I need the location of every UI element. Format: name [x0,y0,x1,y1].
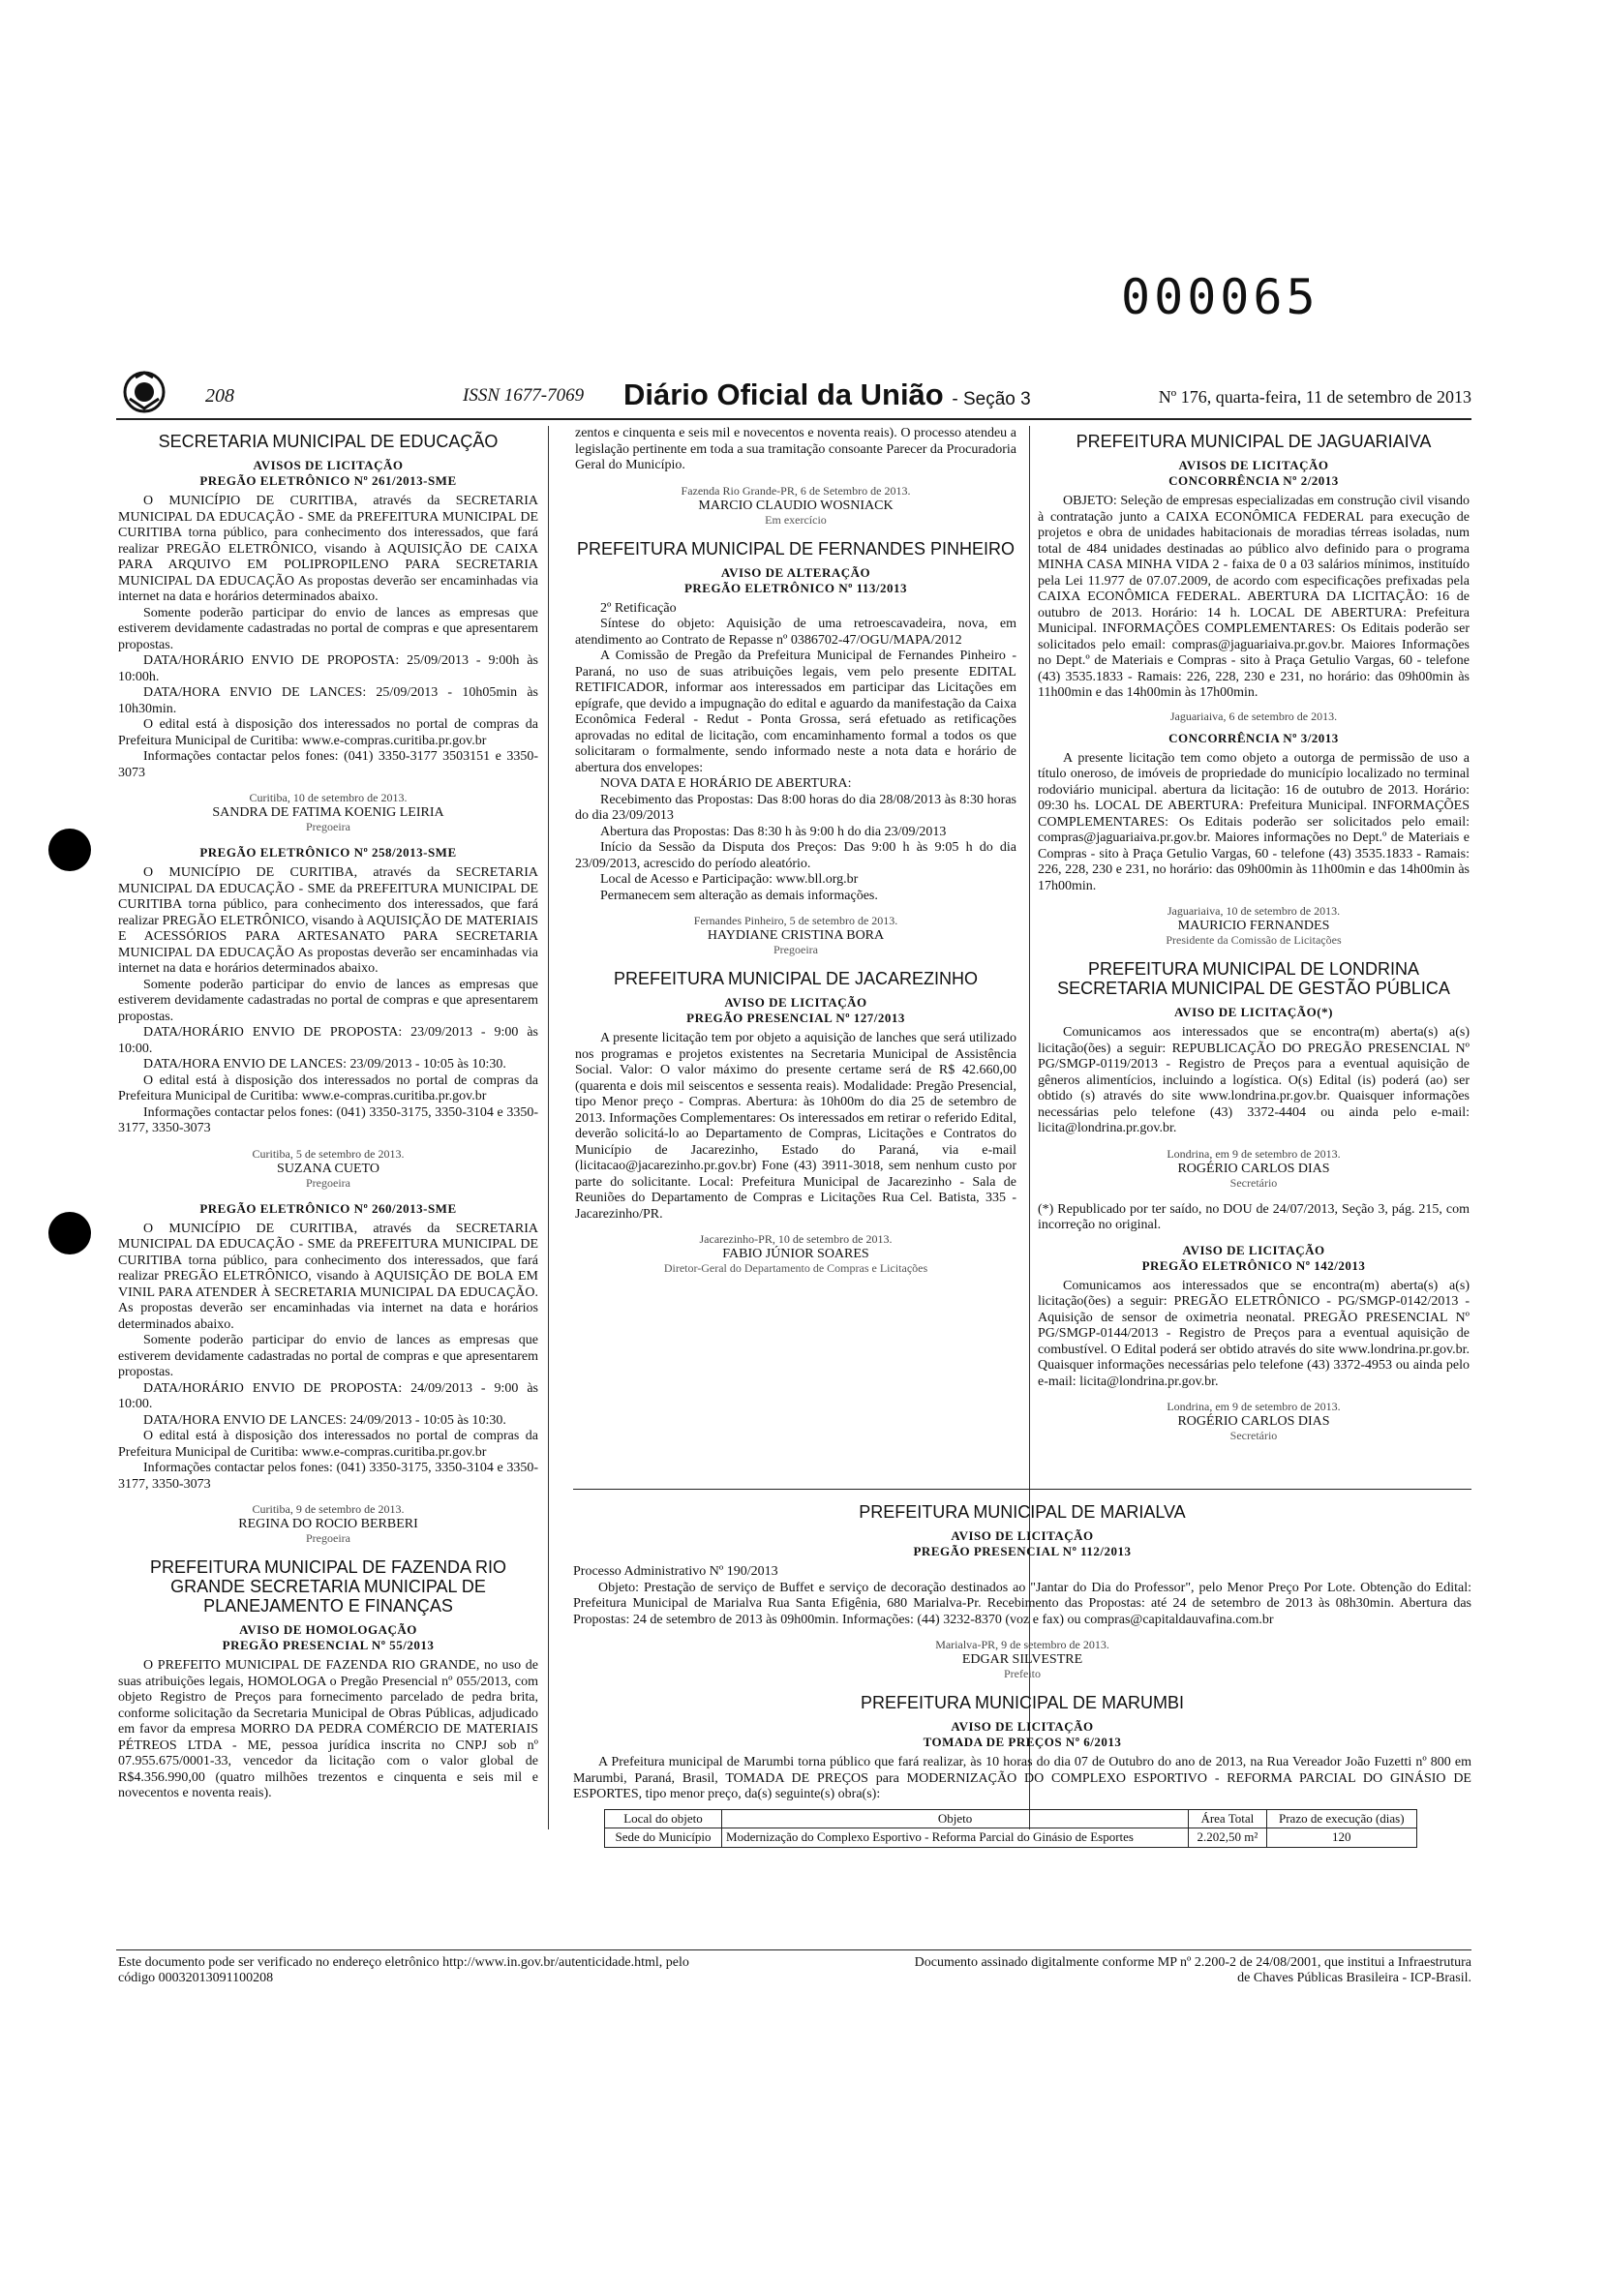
signature-name: REGINA DO ROCIO BERBERI [238,1517,418,1531]
paragraph: O MUNICÍPIO DE CURITIBA, através da SECRETARIA MUNICIPAL DA EDUCAÇÃO - SME da PREFEITURA MUNICIPAL DE CURITIBA torna público, para conhecimento dos interessados, que fará realizar PREGÃO ELETRÔNICO, visando à AQUISIÇÃO DE BOLA EM VINIL PARA ATENDER À SECRETARIA MUNICIPAL DA EDUCAÇÃO. As propostas deverão ser encaminhadas via internet na data e horários determinados abaixo. [118,1221,538,1332]
notice-subheading: PREGÃO PRESENCIAL Nº 55/2013 [222,1638,435,1652]
notice-subheading: TOMADA DE PREÇOS Nº 6/2013 [923,1735,1122,1749]
signature-role: Pregoeira [773,943,818,956]
signature-block [575,1232,1016,1276]
footer-signature-note: Documento assinado digitalmente conforme MP nº 2.200-2 de 24/08/2001, que institui a Infraestrutura de Chaves Públicas Brasileira - ICP-Brasil. [914,1955,1471,1985]
paragraph: DATA/HORÁRIO ENVIO DE PROPOSTA: 23/09/2013 - 9:00 às 10:00. [118,1025,538,1056]
paragraph: OBJETO: Seleção de empresas especializadas em construção civil visando à contratação junto a CAIXA ECONÔMICA FEDERAL para execução de projetos e obra de unidades habitacionais de moradias térreas isoladas, num total de 484 unidades destinadas ao público alvo definido para o programa MINHA CASA MINHA VIDA 2 - faixa de 0 a 03 salários mínimos, instituído pela Lei 11.977 de 07.07.2009, de acordo com especificações prefixadas pela CAIXA ECONÔMICA FEDERAL. ABERTURA DA LICITAÇÃO: 16 de outubro de 2013. Horário: 14 h. LOCAL DE ABERTURA: Prefeitura Municipal. INFORMAÇÕES COMPLEMENTARES: Os Editais poderão ser solicitados pelo email: compras@jaguariaiva.pr.gov.br. Maiores Informações no Dept.º de Materiais e Compras - sito à Praça Getulio Vargas, 60 - telefone (43) 3535.1833 - Ramais: 226, 228, 230 e 231, no horário: das 09h00min às 11h00min e das 14h00min às 17h00min. [1038,494,1470,700]
footer-rule [116,1949,1471,1950]
notice-heading: AVISO DE LICITAÇÃO(*) [1174,1005,1333,1019]
paragraph: Informações contactar pelos fones: (041) 3350-3175, 3350-3104 e 3350-3177, 3350-3073 [118,1461,538,1492]
signature-block [118,1502,538,1546]
paragraph: zentos e cinquenta e seis mil e novecentos e noventa reais). O processo atendeu a legislação pertinente em toda a sua tramitação consoante Parecer da Procuradoria Geral do Município. [575,426,1016,472]
org-title: PREFEITURA MUNICIPAL DE FAZENDA RIO GRANDE SECRETARIA MUNICIPAL DE PLANEJAMENTO E FINANÇAS [149,1557,507,1616]
notice-subheading: PREGÃO ELETRÔNICO Nº 258/2013-SME [199,845,457,860]
paragraph: Comunicamos aos interessados que se encontra(m) aberta(s) a(s) licitação(ões) a seguir: REPUBLICAÇÃO DO PREGÃO PRESENCIAL Nº PG/SMGP-0119/2013 - Registro de Preços para a eventual aquisição de gêneros alimentícios, incluindo a logística. O(s) Edital (is) poderá (ao) ser obtido (s) através do site www.londrina.pr.gov.br. Quaisquer informações necessárias pelo telefone (43) 3372-4404 ou ainda pelo e-mail: licita@londrina.pr.gov.br. [1038,1025,1470,1135]
signature-block [1038,904,1470,948]
signature-role: Secretário [1229,1429,1278,1442]
paragraph: O PREFEITO MUNICIPAL DE FAZENDA RIO GRANDE, no uso de suas atribuições legais, HOMOLOGA o Pregão Presencial nº 055/2013, com objeto Registro de Preços para fornecimento parcelado de pedra brita, conforme solicitação da Secretaria Municipal de Obras Públicas, adjudicado em favor da empresa MORRO DA PEDRA COMÉRCIO DE MATERIAIS PÉTREOS LTDA - ME, pessoa jurídica inscrita no CNPJ sob nº 07.955.675/0001-33, vencedor da licitação com o valor global de R$4.356.990,00 (quatro milhões trezentos e cinquenta e seis mil e novecentos e noventa reais). [118,1658,538,1800]
signature-place: Curitiba, 9 de setembro de 2013. [252,1502,405,1516]
page-number: 208 [205,385,234,407]
journal-name: Diário Oficial da União [623,378,944,411]
table-header: Área Total [1189,1809,1266,1828]
paragraph: Somente poderão participar do envio de lances as empresas que estiverem devidamente cadastradas no portal de compras e que apresentarem propostas. [118,977,538,1024]
notice-subheading: PREGÃO ELETRÔNICO Nº 261/2013-SME [199,473,457,488]
notice-subheading: CONCORRÊNCIA Nº 3/2013 [1168,730,1339,745]
signature-role: Pregoeira [306,1531,350,1545]
journal-section: - Seção 3 [952,389,1031,409]
header-rule [116,418,1471,420]
signature-block [118,791,538,834]
column-divider [548,426,549,1829]
table-header: Local do objeto [605,1809,722,1828]
signature-place: Fernandes Pinheiro, 5 de setembro de 2013. [693,914,898,927]
wide-section [573,1496,1471,1848]
paragraph: O edital está à disposição dos interessados no portal de compras da Prefeitura Municipal de Curitiba: www.e-compras.curitiba.pr.gov.br [118,717,538,748]
paragraph: NOVA DATA E HORÁRIO DE ABERTURA: [600,776,852,791]
notice-heading: AVISO DE LICITAÇÃO [951,1719,1094,1734]
paragraph: DATA/HORA ENVIO DE LANCES: 25/09/2013 - 10h05min às 10h30min. [118,685,538,716]
punch-hole [48,1212,91,1254]
signature-place: Londrina, em 9 de setembro de 2013. [1167,1400,1341,1413]
column-2 [575,426,1016,1287]
paragraph: Permanecem sem alteração as demais informações. [600,888,878,903]
notice-subheading: PREGÃO ELETRÔNICO Nº 260/2013-SME [199,1200,457,1216]
table-cell: Modernização do Complexo Esportivo - Reforma Parcial do Ginásio de Esportes [722,1828,1189,1848]
notice-heading: AVISOS DE LICITAÇÃO [1178,458,1329,472]
org-title: PREFEITURA MUNICIPAL DE LONDRINA SECRETARIA MUNICIPAL DE GESTÃO PÚBLICA [1057,959,1450,998]
paragraph: Processo Administrativo Nº 190/2013 [573,1564,778,1579]
paragraph: Somente poderão participar do envio de lances as empresas que estiverem devidamente cadastradas no portal de compras e que apresentarem propostas. [118,1333,538,1379]
page-header [116,379,1471,414]
notice-subheading: PREGÃO PRESENCIAL Nº 112/2013 [913,1544,1132,1558]
paragraph: Recebimento das Propostas: Das 8:00 horas do dia 28/08/2013 às 8:30 horas do dia 23/09/2013 [575,792,1016,823]
paragraph: A presente licitação tem como objeto a outorga de permissão de uso a título oneroso, de imóveis de propriedade do município localizado no terminal rodoviário municipal. abertura da licitação: 16 de outubro de 2013. Horário: 09:30 hs. LOCAL DE ABERTURA: Prefeitura Municipal. INFORMAÇÕES COMPLEMENTARES: Os Editais poderão ser solicitados pelo email: compras@jaguariaiva.pr.gov.br. Maiores informações no Dept.º de Materiais e Compras - sito à Praça Getulio Vargas, 60 - telefone (43) 3535.1833 - Ramais: 226, 228, 230 e 231, no horário: das 09h00min às 11h00min e das 14h00min às 17h00min. [1038,750,1470,893]
notice-subheading: CONCORRÊNCIA Nº 2/2013 [1168,473,1339,488]
org-title: PREFEITURA MUNICIPAL DE MARUMBI [860,1693,1185,1712]
notice-heading: AVISO DE ALTERAÇÃO [720,564,871,580]
signature-role: Pregoeira [306,820,350,833]
paragraph: A presente licitação tem por objeto a aquisição de lanches que será utilizado nos programas e projetos existentes na Secretaria Municipal de Assistência Social. Valor: O valor máximo do presente certame será de R$ 42.660,00 (quarenta e dois mil seiscentos e sessenta reais). Modalidade: Pregão Presencial, tipo Menor preço - Compras. Abertura: às 10h00m do dia 25 de setembro de 2013. Informações Complementares: Os interessados em retirar o referido Edital, deverão solicitá-lo ao Departamento de Compras, Licitações e Contratos do Município de Jacarezinho, Estado do Paraná, via e-mail (licitacao@jacarezinho.pr.gov.br) Fone (43) 3911-3018, sem nenhum custo por parte do solicitante. Local: Prefeitura Municipal de Jacarezinho - Sala de Reuniões do Departamento de Compras e Licitações Rua Cel. Batista, 335 - Jacarezinho/PR. [575,1031,1016,1222]
issn: ISSN 1677-7069 [463,385,585,406]
table-header-row [605,1809,1417,1828]
paragraph: Abertura das Propostas: Das 8:30 h às 9:00 h do dia 23/09/2013 [600,824,947,839]
signature-place: Jacarezinho-PR, 10 de setembro de 2013. [699,1232,893,1246]
paragraph: Informações contactar pelos fones: (041) 3350-3175, 3350-3104 e 3350-3177, 3350-3073 [118,1104,538,1135]
paragraph: A Prefeitura municipal de Marumbi torna público que fará realizar, às 10 horas do dia 07 de Outubro do ano de 2013, na Rua Vereador João Fuzetti nº 800 em Marumbi, Paraná, Brasil, TOMADA DE PREÇOS para MODERNIZAÇÃO DO COMPLEXO ESPORTIVO - REFORMA PARCIAL DO GINÁSIO DE ESPORTES, tipo menor preço, da(s) seguinte(s) obra(s): [573,1755,1471,1801]
section-rule [573,1489,1471,1490]
signature-role: Pregoeira [306,1175,350,1190]
notice-subheading: PREGÃO ELETRÔNICO Nº 142/2013 [1141,1257,1366,1273]
paragraph: Informações contactar pelos fones: (041) 3350-3177 3503151 e 3350-3073 [118,749,538,780]
document-serial-number: 000065 [1121,269,1319,325]
signature-name: SANDRA DE FATIMA KOENIG LEIRIA [212,805,444,820]
paragraph: A Comissão de Pregão da Prefeitura Municipal de Fernandes Pinheiro - Paraná, no uso de suas atribuições legais, vem pelo presente EDITAL RETIFICADOR, informar aos interessados em participar das Licitações em epígrafe, que devido a impugnação do edital e aguardo da manifestação da Caixa Econômica Federal - Redut - Ponta Grossa, será efetuado as retificações aprovadas no edital de licitação, com encaminhamento formal a todos os que solicitaram o formalmente, sendo informado neste a nota data e horário de abertura dos envelopes: [575,649,1016,775]
notice-subheading: PREGÃO ELETRÔNICO Nº 113/2013 [683,580,908,595]
signature-place: Londrina, em 9 de setembro de 2013. [1167,1146,1341,1161]
paragraph: Somente poderão participar do envio de lances as empresas que estiverem devidamente cadastradas no portal de compras e que apresentarem propostas. [118,605,538,652]
signature-name: ROGÉRIO CARLOS DIAS [1177,1414,1330,1429]
org-title: PREFEITURA MUNICIPAL DE FERNANDES PINHEIRO [576,538,1016,559]
republication-note: (*) Republicado por ter saído, no DOU de 24/07/2013, Seção 3, pág. 215, com incorreção no original. [1038,1201,1470,1232]
signature-name: FABIO JÚNIOR SOARES [722,1247,869,1261]
paragraph: DATA/HORA ENVIO DE LANCES: 24/09/2013 - 10:05 às 10:30. [143,1412,506,1428]
signature-place: Curitiba, 10 de setembro de 2013. [249,791,408,804]
signature-block [573,1638,1471,1681]
paragraph: DATA/HORÁRIO ENVIO DE PROPOSTA: 25/09/2013 - 9:00h às 10:00h. [118,653,538,684]
signature-name: MAURICIO FERNANDES [1177,919,1330,933]
table-header: Prazo de execução (dias) [1266,1809,1416,1828]
paragraph: O edital está à disposição dos interessados no portal de compras da Prefeitura Municipal de Curitiba: www.e-compras.curitiba.pr.gov.br [118,1429,538,1460]
table-cell: Sede do Município [605,1828,722,1848]
org-title: PREFEITURA MUNICIPAL DE JAGUARIAIVA [1076,432,1432,451]
signature-role: Diretor-Geral do Departamento de Compras e Licitações [663,1261,928,1275]
signature-name: EDGAR SILVESTRE [961,1652,1083,1667]
journal-title [623,378,1031,412]
punch-hole [48,829,91,871]
signature-name: HAYDIANE CRISTINA BORA [707,928,885,943]
table-header: Objeto [722,1809,1189,1828]
signature-role: Presidente da Comissão de Licitações [1166,933,1342,947]
footer-verification: Este documento pode ser verificado no endereço eletrônico http://www.in.gov.br/autenticidade.html, pelo código 00032013091100208 [118,1955,689,1985]
signature-role: Secretário [1229,1175,1278,1190]
notice-heading: AVISOS DE LICITAÇÃO [253,458,404,472]
signature-role: Prefeito [1004,1667,1041,1680]
table-row [605,1828,1417,1848]
paragraph: O edital está à disposição dos interessados no portal de compras da Prefeitura Municipal de Curitiba: www.e-compras.curitiba.pr.gov.br [118,1072,538,1103]
signature-place: Marialva-PR, 9 de setembro de 2013. [935,1638,1109,1651]
org-title: SECRETARIA MUNICIPAL DE EDUCAÇÃO [158,432,499,451]
paragraph: O MUNICÍPIO DE CURITIBA, através da SECRETARIA MUNICIPAL DA EDUCAÇÃO - SME da PREFEITURA MUNICIPAL DE CURITIBA torna público, para conhecimento dos interessados, que fará realizar PREGÃO ELETRÔNICO, visando à AQUISIÇÃO DE CAIXA PARA ARQUIVO EM POLIPROPILENO PARA SECRETARIA MUNICIPAL DA EDUCAÇÃO As propostas deverão ser encaminhadas via internet na data e horários determinados abaixo. [118,494,538,604]
notice-heading: AVISO DE LICITAÇÃO [1182,1242,1325,1257]
signature-place: Jaguariaiva, 6 de setembro de 2013. [1169,709,1338,723]
paragraph: DATA/HORÁRIO ENVIO DE PROPOSTA: 24/09/2013 - 9:00 às 10:00. [118,1380,538,1411]
paragraph: O MUNICÍPIO DE CURITIBA, através da SECRETARIA MUNICIPAL DA EDUCAÇÃO - SME da PREFEITURA MUNICIPAL DE CURITIBA torna público, para conhecimento dos interessados, que fará realizar PREGÃO ELETRÔNICO, visando à AQUISIÇÃO DE MATERIAIS E ACESSÓRIOS PARA ARTESANATO PARA SECRETARIA MUNICIPAL DA EDUCAÇÃO As propostas deverão ser encaminhadas via internet na data e horários determinados abaixo. [118,865,538,976]
signature-block [1038,1400,1470,1443]
org-title: PREFEITURA MUNICIPAL DE JACAREZINHO [613,969,979,988]
column-3 [1038,426,1470,1455]
signature-block [1038,1147,1470,1191]
signature-name: SUZANA CUETO [277,1161,379,1176]
column-1 [118,426,538,1802]
signature-place: Curitiba, 5 de setembro de 2013. [252,1146,405,1161]
notice-heading: AVISO DE LICITAÇÃO [951,1528,1094,1543]
coat-of-arms-icon [122,370,167,414]
notice-subheading: PREGÃO PRESENCIAL Nº 127/2013 [686,1011,905,1025]
signature-name: ROGÉRIO CARLOS DIAS [1177,1161,1330,1176]
works-table [604,1809,1417,1848]
notice-heading: AVISO DE HOMOLOGAÇÃO [239,1622,417,1637]
signature-block [118,1147,538,1191]
paragraph: DATA/HORA ENVIO DE LANCES: 23/09/2013 - 10:05 às 10:30. [143,1057,506,1072]
notice-heading: AVISO DE LICITAÇÃO [724,995,867,1010]
signature-block [1038,710,1470,724]
table-cell: 120 [1266,1828,1416,1848]
signature-role: Em exercício [765,512,827,527]
org-title: PREFEITURA MUNICIPAL DE MARIALVA [859,1502,1186,1522]
paragraph: Comunicamos aos interessados que se encontra(m) aberta(s) a(s) licitação(ões) a seguir: PREGÃO ELETRÔNICO - PG/SMGP-0142/2013 - Aquisição de sensor de oximetria neonatal. PREGÃO PRESENCIAL Nº PG/SMGP-0144/2013 - Registro de Preços para a eventual aquisição de combustível. O Edital poderá ser obtido através do site www.londrina.pr.gov.br. Quaisquer informações necessárias pelo telefone (43) 3372-4953 ou ainda pelo e-mail: licita@londrina.pr.gov.br. [1038,1278,1470,1389]
paragraph: Início da Sessão da Disputa dos Preços: Das 9:00 h às 9:05 h do dia 23/09/2013, acrescido do período aleatório. [575,840,1016,871]
paragraph: Objeto: Prestação de serviço de Buffet e serviço de decoração destinados ao "Jantar do Dia do Professor", pelo Menor Preço Por Lote. Obtenção do Edital: Prefeitura Municipal de Marialva Rua Santa Efigênia, 680 Marialva-Pr. Recebimento das Propostas: até 24 de setembro de 2013 às 08h30min. Abertura das Propostas: 24 de setembro de 2013 às 09h00min. Informações: (44) 3232-8370 (voz e fax) ou compras@capitaldauvafina.com.br [573,1580,1471,1627]
signature-place: Jaguariaiva, 10 de setembro de 2013. [1167,904,1341,918]
paragraph: Síntese do objeto: Aquisição de uma retroescavadeira, nova, em atendimento ao Contrato de Repasse nº 0386702-47/OGU/MAPA/2012 [575,617,1016,648]
signature-block [575,484,1016,528]
edition-info: Nº 176, quarta-feira, 11 de setembro de 2013 [1158,387,1471,407]
signature-place: Fazenda Rio Grande-PR, 6 de Setembro de 2013. [681,483,911,498]
table-cell: 2.202,50 m² [1189,1828,1266,1848]
paragraph: Local de Acesso e Participação: www.bll.org.br [600,872,859,887]
signature-name: MARCIO CLAUDIO WOSNIACK [698,498,894,513]
signature-block [575,914,1016,957]
paragraph: 2º Retificação [600,600,677,616]
